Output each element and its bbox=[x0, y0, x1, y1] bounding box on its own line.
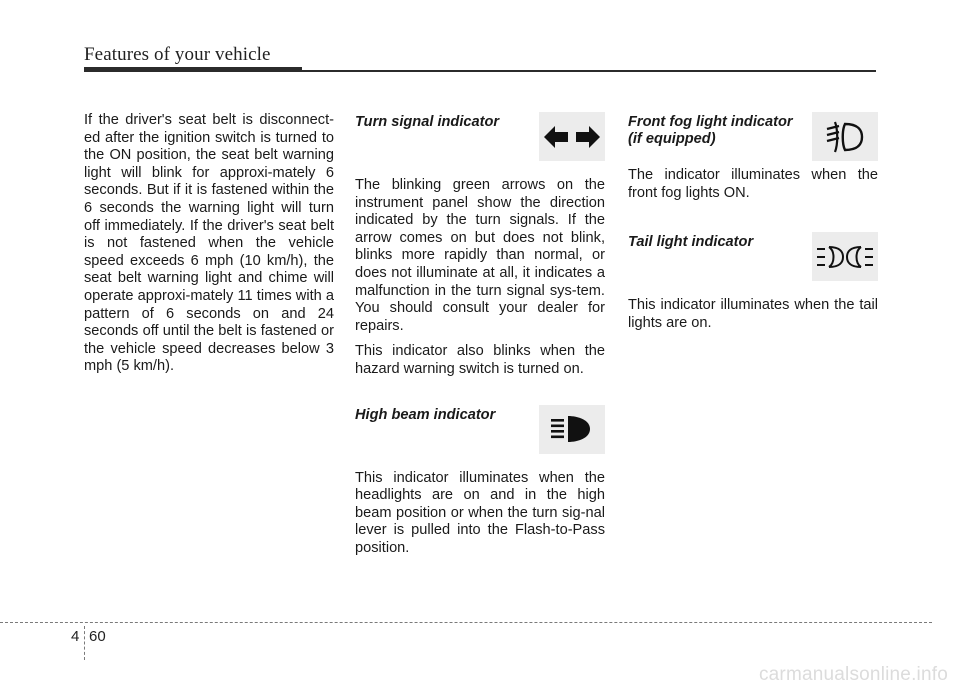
front-fog-heading-line1: Front fog light indicator bbox=[628, 114, 793, 130]
watermark: carmanualsonline.info bbox=[758, 664, 948, 685]
front-fog-light-icon bbox=[812, 112, 878, 161]
tail-light-paragraph: This indicator illuminates when the tail lights are on. bbox=[628, 297, 878, 331]
tail-light-heading: Tail light indicator bbox=[628, 234, 754, 251]
page-number: 60 bbox=[89, 628, 106, 645]
front-fog-heading-line2: (if equipped) bbox=[628, 131, 716, 147]
turn-signal-paragraph-2: This indicator also blinks when the hazard warning switch is turned on. bbox=[355, 343, 605, 377]
column-2 bbox=[355, 112, 605, 566]
high-beam-icon bbox=[539, 405, 605, 454]
front-fog-section bbox=[628, 112, 878, 202]
turn-signal-section bbox=[355, 112, 605, 379]
header-rule-thick bbox=[84, 67, 302, 72]
front-fog-heading bbox=[628, 112, 793, 148]
tail-light-icon bbox=[812, 232, 878, 281]
turn-signal-heading: Turn signal indicator bbox=[355, 114, 500, 130]
header-rule-thin bbox=[302, 70, 876, 72]
tail-light-section bbox=[628, 232, 878, 332]
column-1 bbox=[84, 112, 334, 384]
footer-vertical-rule bbox=[84, 626, 85, 660]
high-beam-heading: High beam indicator bbox=[355, 406, 496, 423]
high-beam-paragraph: This indicator illuminates when the headlights are on and in the high beam position or when the turn sig-nal lever is pulled into the Flash-to-Pass position. bbox=[355, 469, 605, 556]
footer-dashed-rule bbox=[0, 622, 932, 623]
page-header-title: Features of your vehicle bbox=[84, 44, 271, 65]
turn-signal-arrows-icon bbox=[539, 112, 605, 161]
seat-belt-paragraph: If the driver's seat belt is disconnect-ed after the ignition switch is turned to the ON position, the seat belt warning light will blink for approxi-mately 6 seconds. But if it is fastened within the 6 seconds the warning light will turn off immediately. If the driver's seat belt is not fastened when the vehicle speed exceeds 6 mph (10 km/h), the seat belt warning light and chime will operate approxi-mately 11 times with a pattern of 6 seconds on and 24 seconds off until the belt is fastened or the vehicle speed decreases below 3 mph (5 km/h). bbox=[84, 112, 334, 375]
column-3 bbox=[628, 112, 878, 340]
high-beam-section bbox=[355, 405, 605, 558]
front-fog-paragraph: The indicator illuminates when the front fog lights ON. bbox=[628, 167, 878, 201]
turn-signal-paragraph-1: The blinking green arrows on the instrument panel show the direction indicated by the turn signals. If the arrow comes on but does not blink, blinks more rapidly than normal, or does not illuminate at all, it indicates a malfunction in the turn signal sys-tem. You should consult your dealer for repairs. bbox=[355, 177, 605, 334]
chapter-number: 4 bbox=[71, 628, 80, 645]
